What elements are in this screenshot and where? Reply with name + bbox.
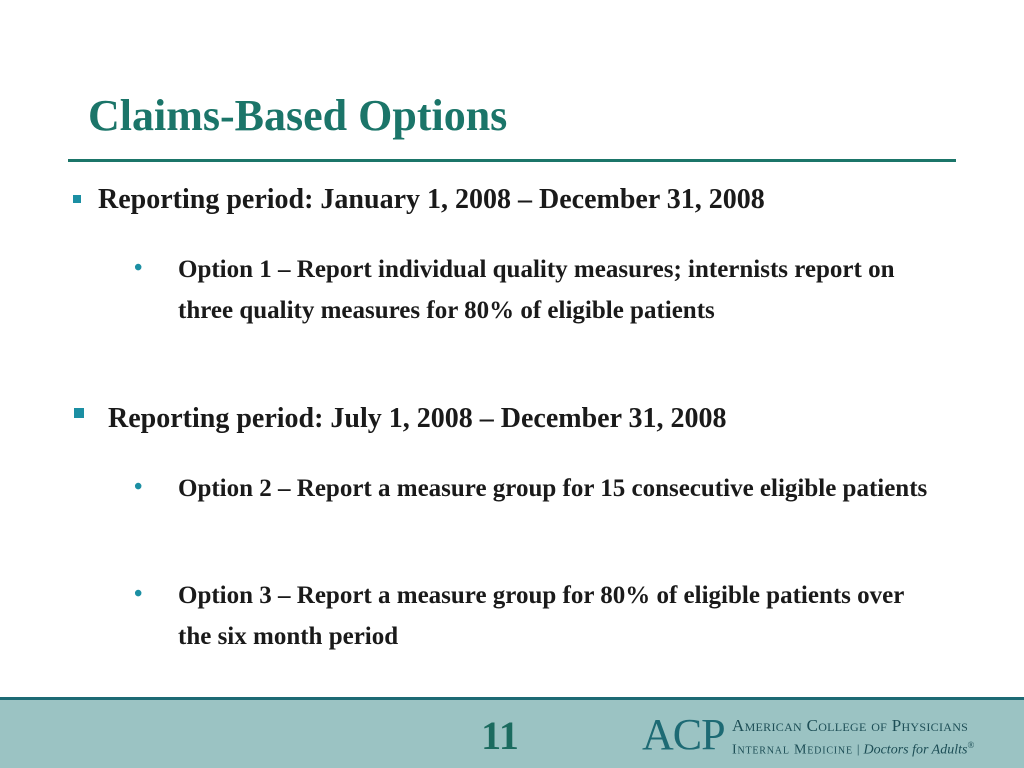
- list-item: Option 2 – Report a measure group for 15 consecutive eligible patients: [178, 475, 928, 502]
- section-heading: Reporting period: January 1, 2008 – December 31, 2008: [98, 184, 765, 215]
- registered-mark: ®: [967, 740, 975, 750]
- footer-bar: [0, 697, 1024, 768]
- title-divider: [68, 159, 956, 162]
- round-bullet-icon: •: [134, 255, 143, 281]
- acp-logo: [640, 710, 990, 760]
- logo-tagline-right: Doctors for Adults: [863, 742, 968, 758]
- round-bullet-icon: •: [134, 581, 143, 607]
- square-bullet-icon: [74, 408, 84, 418]
- page-number: 11: [481, 713, 519, 758]
- logo-tagline-separator: |: [856, 741, 860, 757]
- list-item: Option 3 – Report a measure group for 80% of eligible patients over the six month period: [178, 582, 904, 650]
- logo-tagline: [732, 736, 974, 759]
- logo-tagline-left: Internal Medicine: [732, 742, 853, 758]
- list-item: Option 1 – Report individual quality measures; internists report on three quality measures for 80% of eligible patients: [178, 256, 895, 324]
- square-bullet-icon: [73, 195, 81, 203]
- section-heading: Reporting period: July 1, 2008 – December 31, 2008: [108, 403, 727, 434]
- logo-org-name: American College of Physicians: [732, 716, 969, 735]
- slide-title: Claims-Based Options: [88, 91, 508, 140]
- round-bullet-icon: •: [134, 474, 143, 500]
- logo-mark: ACP: [642, 710, 725, 759]
